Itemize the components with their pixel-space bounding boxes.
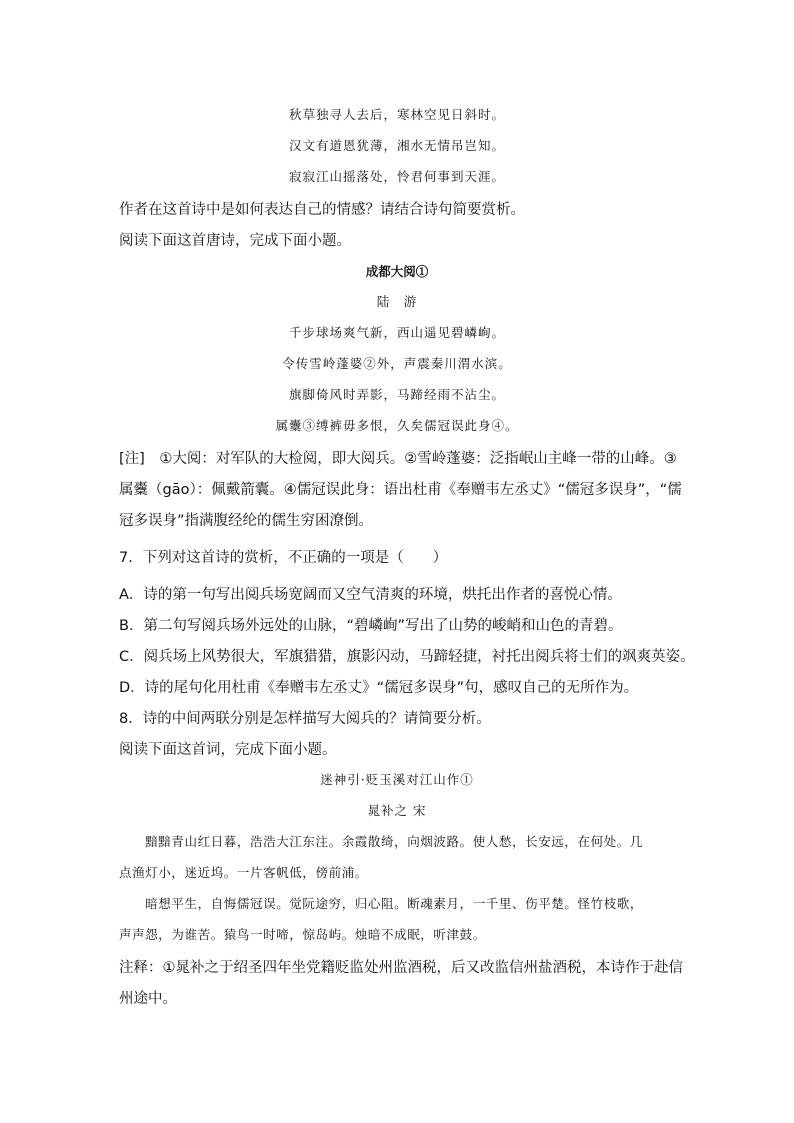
poem2-line: 令传雪岭蓬婆②外，声震秦川渭水滨。 xyxy=(282,356,512,371)
option-d: D．诗的尾句化用杜甫《奉赠韦左丞丈》“儒冠多误身”句，感叹自己的无所作为。 xyxy=(119,680,639,696)
poem3-line: 暗想平生，自悔儒冠误。觉阮途穷，归心阻。断魂素月，一千里、伤平楚。怪竹枝歌， xyxy=(119,896,644,911)
poem1-line: 汉文有道恩犹薄，湘水无情吊岂知。 xyxy=(288,138,505,153)
poem2-author: 陆 游 xyxy=(376,294,418,309)
poem2-line: 旗脚倚风时弄影，马蹄经雨不沾尘。 xyxy=(288,387,505,402)
poem3-author: 晁补之 宋 xyxy=(367,803,427,818)
note-line: 注释：①晁补之于绍圣四年坐党籍贬监处州监酒税，后又改监信州盐酒税，本诗作于赴信 xyxy=(119,960,683,976)
note-line: 属櫜（gāo）：佩戴箭囊。④儒冠误此身：语出杜甫《奉赠韦左丞丈》“儒冠多误身”，“儒 xyxy=(119,482,682,498)
poem2-line: 千步球场爽气新，西山遥见碧嶙峋。 xyxy=(288,325,505,340)
question-stem: 7．下列对这首诗的赏析，不正确的一项是（ ） xyxy=(119,550,448,566)
option-b: B．第二句写阅兵场外远处的山脉，“碧嶙峋”写出了山势的峻峭和山色的青碧。 xyxy=(119,618,623,634)
poem1-line: 秋草独寻人去后，寒林空见日斜时。 xyxy=(288,107,505,122)
option-c: C．阅兵场上风势很大，军旗猎猎，旗影闪动，马蹄轻捷，衬托出阅兵将士们的飒爽英姿。 xyxy=(119,649,695,665)
poem3-line: 黯黯青山红日暮，浩浩大江东注。余霞散绮，向烟波路。使人愁，长安远，在何处。几 xyxy=(119,834,644,849)
question-poem1: 作者在这首诗中是如何表达自己的情感？请结合诗句简要赏析。 xyxy=(119,202,525,218)
intro-poem3: 阅读下面这首词，完成下面小题。 xyxy=(119,742,337,758)
note-line: [注] ①大阅：对军队的大检阅，即大阅兵。②雪岭蓬婆：泛指岷山主峰一带的山峰。③ xyxy=(119,451,677,467)
note-line: 州途中。 xyxy=(119,991,177,1007)
question-8: 8．诗的中间两联分别是怎样描写大阅兵的？请简要分析。 xyxy=(119,711,491,727)
poem3-line: 点渔灯小，迷近坞。一片客帆低，傍前浦。 xyxy=(119,865,368,880)
intro-poem2: 阅读下面这首唐诗，完成下面小题。 xyxy=(119,233,351,249)
note-line: 冠多误身”指满腹经纶的儒生穷困潦倒。 xyxy=(119,513,374,529)
poem2-title: 成都大阅① xyxy=(365,264,429,279)
poem3-line: 声声怨，为谁苦。猿鸟一时啼，惊岛屿。烛暗不成眠，听津鼓。 xyxy=(119,927,486,942)
poem3-title: 迷神引·贬玉溪对江山作① xyxy=(320,772,474,787)
poem2-line: 属櫜③缚裤毋多恨，久矣儒冠误此身④。 xyxy=(275,418,519,433)
poem1-line: 寂寂江山摇落处，怜君何事到天涯。 xyxy=(288,169,505,184)
option-a: A．诗的第一句写出阅兵场宽阔而又空气清爽的环境，烘托出作者的喜悦心情。 xyxy=(119,587,622,603)
